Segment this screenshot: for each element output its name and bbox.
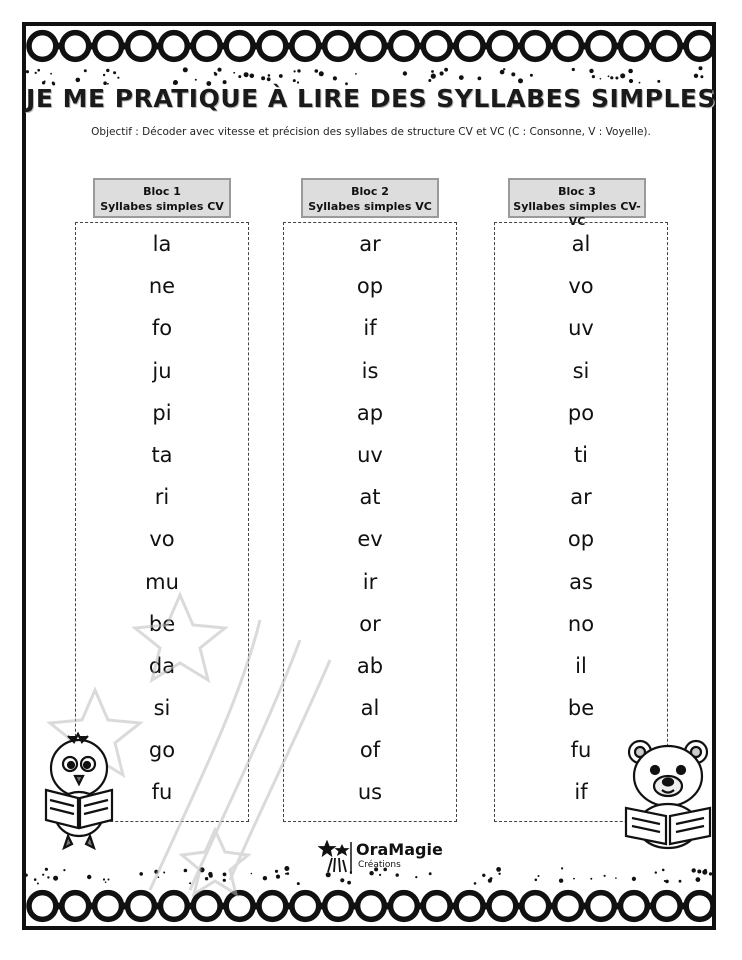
syllable-item: ab bbox=[356, 653, 384, 678]
bloc-2-header bbox=[301, 178, 439, 218]
syllable-item: al bbox=[360, 696, 380, 721]
syllable-item: mu bbox=[145, 569, 179, 594]
syllable-item: ev bbox=[357, 527, 383, 552]
syllable-item: ne bbox=[148, 274, 176, 299]
syllable-item: fu bbox=[570, 738, 592, 763]
syllable-item: il bbox=[575, 653, 587, 678]
syllable-item: op bbox=[567, 527, 595, 552]
bottom-ring-border bbox=[26, 886, 716, 926]
objective-text: Objectif : Décoder avec vitesse et précision des syllabes de structure CV et VC (C : Consonne, V : Voyelle). bbox=[91, 126, 651, 138]
syllable-item: ar bbox=[570, 485, 592, 510]
syllable-item: da bbox=[148, 653, 176, 678]
bloc-3-label: Bloc 3 bbox=[558, 185, 596, 198]
syllable-item: al bbox=[571, 232, 591, 256]
bird-reading-icon bbox=[38, 728, 120, 852]
syllable-item: la bbox=[152, 232, 172, 256]
syllable-item: ar bbox=[359, 232, 381, 256]
bloc-1-subtitle: Syllabes simples CV bbox=[100, 200, 224, 213]
page-title: JE ME PRATIQUE À LIRE DES SYLLABES SIMPLES bbox=[26, 84, 716, 113]
syllable-item: go bbox=[148, 738, 176, 763]
oramagie-logo bbox=[318, 838, 448, 878]
syllable-item: be bbox=[567, 696, 595, 721]
bloc-2-subtitle: Syllabes simples VC bbox=[308, 200, 432, 213]
syllable-item: uv bbox=[357, 442, 383, 467]
syllable-item: be bbox=[148, 611, 176, 636]
syllable-item: if bbox=[574, 780, 588, 805]
syllable-item: ti bbox=[573, 442, 589, 467]
syllable-item: vo bbox=[149, 527, 175, 552]
syllable-item: ta bbox=[151, 442, 173, 467]
top-dot-confetti bbox=[26, 66, 716, 86]
syllable-item: as bbox=[569, 569, 593, 594]
bear-reading-icon bbox=[620, 738, 716, 850]
syllable-item: ju bbox=[152, 358, 172, 383]
syllable-item: is bbox=[361, 358, 379, 383]
bloc-2-label: Bloc 2 bbox=[351, 185, 389, 198]
syllable-item: pi bbox=[152, 400, 172, 425]
syllable-item: vo bbox=[568, 274, 594, 299]
logo-subtitle: Créations bbox=[358, 860, 401, 870]
bloc-3-subtitle: Syllabes simples CV-VC bbox=[513, 200, 641, 228]
syllable-item: fu bbox=[151, 780, 173, 805]
syllable-item: at bbox=[359, 485, 381, 510]
syllable-item: if bbox=[363, 316, 377, 341]
syllable-item: ir bbox=[362, 569, 378, 594]
syllable-item: no bbox=[567, 611, 595, 636]
top-ring-border bbox=[26, 26, 716, 66]
syllable-item: of bbox=[359, 738, 381, 763]
logo-name: OraMagie bbox=[356, 840, 443, 859]
bloc-3-header bbox=[508, 178, 646, 228]
bloc-1-header bbox=[93, 178, 231, 218]
bloc-2-syllable-list bbox=[283, 222, 457, 822]
syllable-item: or bbox=[359, 611, 381, 636]
syllable-item: fo bbox=[151, 316, 173, 341]
syllable-item: op bbox=[356, 274, 384, 299]
syllable-item: uv bbox=[568, 316, 594, 341]
syllable-item: si bbox=[572, 358, 590, 383]
syllable-item: us bbox=[357, 780, 383, 805]
fireworks-icon bbox=[318, 840, 352, 874]
syllable-item: si bbox=[153, 696, 171, 721]
syllable-item: po bbox=[567, 400, 595, 425]
bloc-3-syllable-list bbox=[494, 222, 668, 822]
bloc-1-label: Bloc 1 bbox=[143, 185, 181, 198]
syllable-item: ap bbox=[356, 400, 384, 425]
syllable-item: ri bbox=[154, 485, 170, 510]
